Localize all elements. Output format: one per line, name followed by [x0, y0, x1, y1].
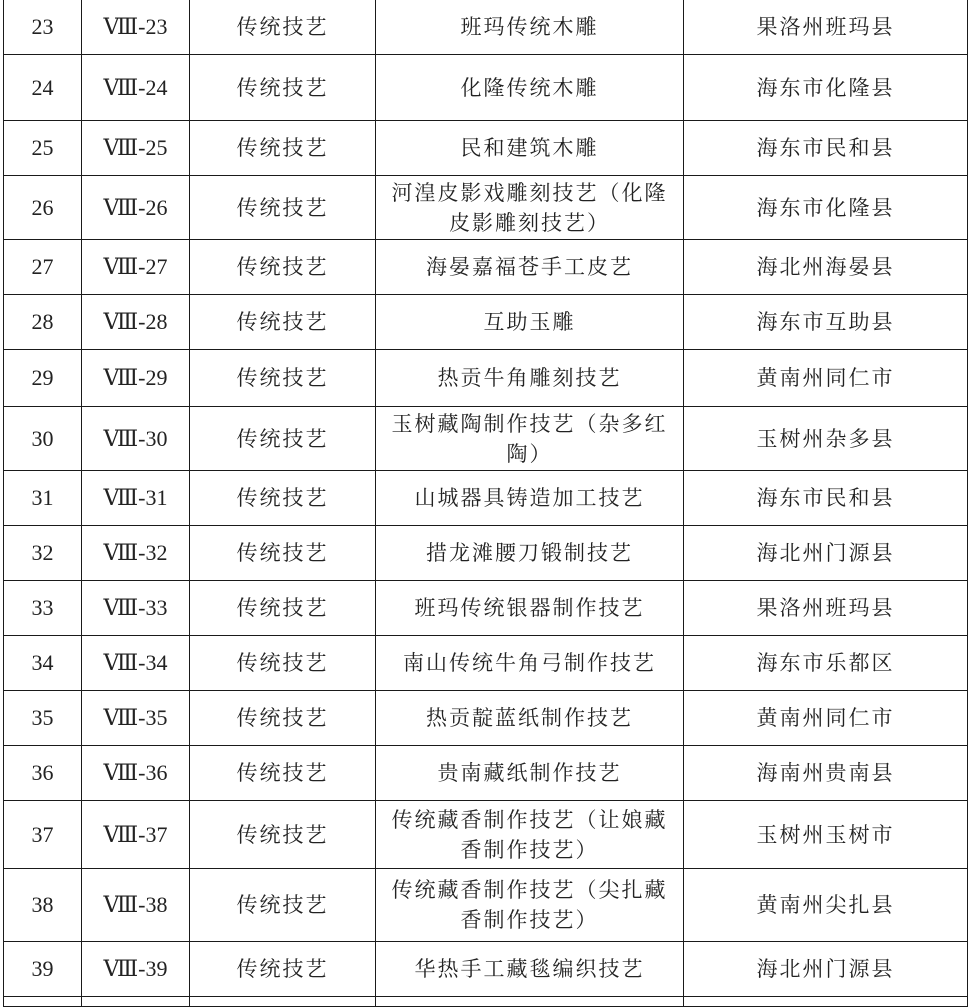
applicant-region: 黄南州同仁市 — [684, 691, 968, 746]
empty-cell — [684, 997, 968, 1007]
row-number: 39 — [4, 942, 82, 997]
table-row — [4, 471, 968, 526]
project-name: 海晏嘉福苍手工皮艺 — [376, 240, 684, 295]
project-code: Ⅷ-32 — [82, 526, 190, 581]
project-category: 传统技艺 — [190, 0, 376, 55]
applicant-region: 海东市民和县 — [684, 121, 968, 176]
row-number: 23 — [4, 0, 82, 55]
project-name: 班玛传统木雕 — [376, 0, 684, 55]
applicant-region: 海东市民和县 — [684, 471, 968, 526]
row-number: 26 — [4, 176, 82, 240]
project-code: Ⅷ-23 — [82, 0, 190, 55]
project-code: Ⅷ-28 — [82, 295, 190, 350]
heritage-table-body — [4, 0, 968, 1007]
project-name: 山城器具铸造加工技艺 — [376, 471, 684, 526]
applicant-region: 果洛州班玛县 — [684, 581, 968, 636]
applicant-region: 海东市化隆县 — [684, 55, 968, 121]
table-row — [4, 526, 968, 581]
row-number: 34 — [4, 636, 82, 691]
table-row — [4, 942, 968, 997]
applicant-region: 海南州贵南县 — [684, 746, 968, 801]
project-category: 传统技艺 — [190, 240, 376, 295]
project-category: 传统技艺 — [190, 121, 376, 176]
row-number: 30 — [4, 407, 82, 471]
table-row — [4, 636, 968, 691]
project-category: 传统技艺 — [190, 176, 376, 240]
project-code: Ⅷ-24 — [82, 55, 190, 121]
project-name: 措龙滩腰刀锻制技艺 — [376, 526, 684, 581]
project-code: Ⅷ-33 — [82, 581, 190, 636]
empty-cell — [4, 997, 82, 1007]
heritage-table — [3, 0, 968, 1007]
project-category: 传统技艺 — [190, 471, 376, 526]
row-number: 27 — [4, 240, 82, 295]
table-row — [4, 55, 968, 121]
project-category: 传统技艺 — [190, 869, 376, 942]
project-code: Ⅷ-37 — [82, 801, 190, 869]
empty-cell — [82, 997, 190, 1007]
applicant-region: 黄南州同仁市 — [684, 350, 968, 407]
project-category: 传统技艺 — [190, 746, 376, 801]
applicant-region: 海东市互助县 — [684, 295, 968, 350]
row-number: 33 — [4, 581, 82, 636]
project-name: 热贡靛蓝纸制作技艺 — [376, 691, 684, 746]
table-row — [4, 581, 968, 636]
project-category: 传统技艺 — [190, 55, 376, 121]
table-row-continuation — [4, 997, 968, 1007]
project-name: 玉树藏陶制作技艺（杂多红陶） — [376, 407, 684, 471]
project-name: 河湟皮影戏雕刻技艺（化隆皮影雕刻技艺） — [376, 176, 684, 240]
row-number: 31 — [4, 471, 82, 526]
applicant-region: 海北州门源县 — [684, 942, 968, 997]
project-name: 化隆传统木雕 — [376, 55, 684, 121]
row-number: 24 — [4, 55, 82, 121]
applicant-region: 海东市乐都区 — [684, 636, 968, 691]
applicant-region: 海北州门源县 — [684, 526, 968, 581]
table-row — [4, 240, 968, 295]
project-name: 传统藏香制作技艺（让娘藏香制作技艺） — [376, 801, 684, 869]
table-row — [4, 407, 968, 471]
project-code: Ⅷ-25 — [82, 121, 190, 176]
project-code: Ⅷ-39 — [82, 942, 190, 997]
project-code: Ⅷ-38 — [82, 869, 190, 942]
project-name: 班玛传统银器制作技艺 — [376, 581, 684, 636]
row-number: 29 — [4, 350, 82, 407]
table-row — [4, 691, 968, 746]
empty-cell — [190, 997, 376, 1007]
project-code: Ⅷ-26 — [82, 176, 190, 240]
project-category: 传统技艺 — [190, 526, 376, 581]
applicant-region: 玉树州玉树市 — [684, 801, 968, 869]
project-category: 传统技艺 — [190, 407, 376, 471]
project-code: Ⅷ-35 — [82, 691, 190, 746]
row-number: 37 — [4, 801, 82, 869]
project-code: Ⅷ-30 — [82, 407, 190, 471]
project-code: Ⅷ-36 — [82, 746, 190, 801]
project-name: 贵南藏纸制作技艺 — [376, 746, 684, 801]
project-category: 传统技艺 — [190, 801, 376, 869]
project-name: 互助玉雕 — [376, 295, 684, 350]
project-category: 传统技艺 — [190, 691, 376, 746]
empty-cell — [376, 997, 684, 1007]
project-name: 南山传统牛角弓制作技艺 — [376, 636, 684, 691]
project-name: 华热手工藏毯编织技艺 — [376, 942, 684, 997]
table-row — [4, 746, 968, 801]
applicant-region: 果洛州班玛县 — [684, 0, 968, 55]
table-row — [4, 176, 968, 240]
project-code: Ⅷ-31 — [82, 471, 190, 526]
project-code: Ⅷ-29 — [82, 350, 190, 407]
table-row — [4, 801, 968, 869]
project-code: Ⅷ-27 — [82, 240, 190, 295]
row-number: 25 — [4, 121, 82, 176]
row-number: 28 — [4, 295, 82, 350]
row-number: 32 — [4, 526, 82, 581]
project-category: 传统技艺 — [190, 581, 376, 636]
project-name: 热贡牛角雕刻技艺 — [376, 350, 684, 407]
project-category: 传统技艺 — [190, 350, 376, 407]
table-row — [4, 869, 968, 942]
project-category: 传统技艺 — [190, 636, 376, 691]
applicant-region: 玉树州杂多县 — [684, 407, 968, 471]
table-row — [4, 0, 968, 55]
applicant-region: 黄南州尖扎县 — [684, 869, 968, 942]
project-category: 传统技艺 — [190, 295, 376, 350]
table-row — [4, 350, 968, 407]
table-row — [4, 295, 968, 350]
project-code: Ⅷ-34 — [82, 636, 190, 691]
row-number: 35 — [4, 691, 82, 746]
row-number: 38 — [4, 869, 82, 942]
row-number: 36 — [4, 746, 82, 801]
project-name: 传统藏香制作技艺（尖扎藏香制作技艺） — [376, 869, 684, 942]
project-name: 民和建筑木雕 — [376, 121, 684, 176]
table-row — [4, 121, 968, 176]
applicant-region: 海东市化隆县 — [684, 176, 968, 240]
applicant-region: 海北州海晏县 — [684, 240, 968, 295]
project-category: 传统技艺 — [190, 942, 376, 997]
